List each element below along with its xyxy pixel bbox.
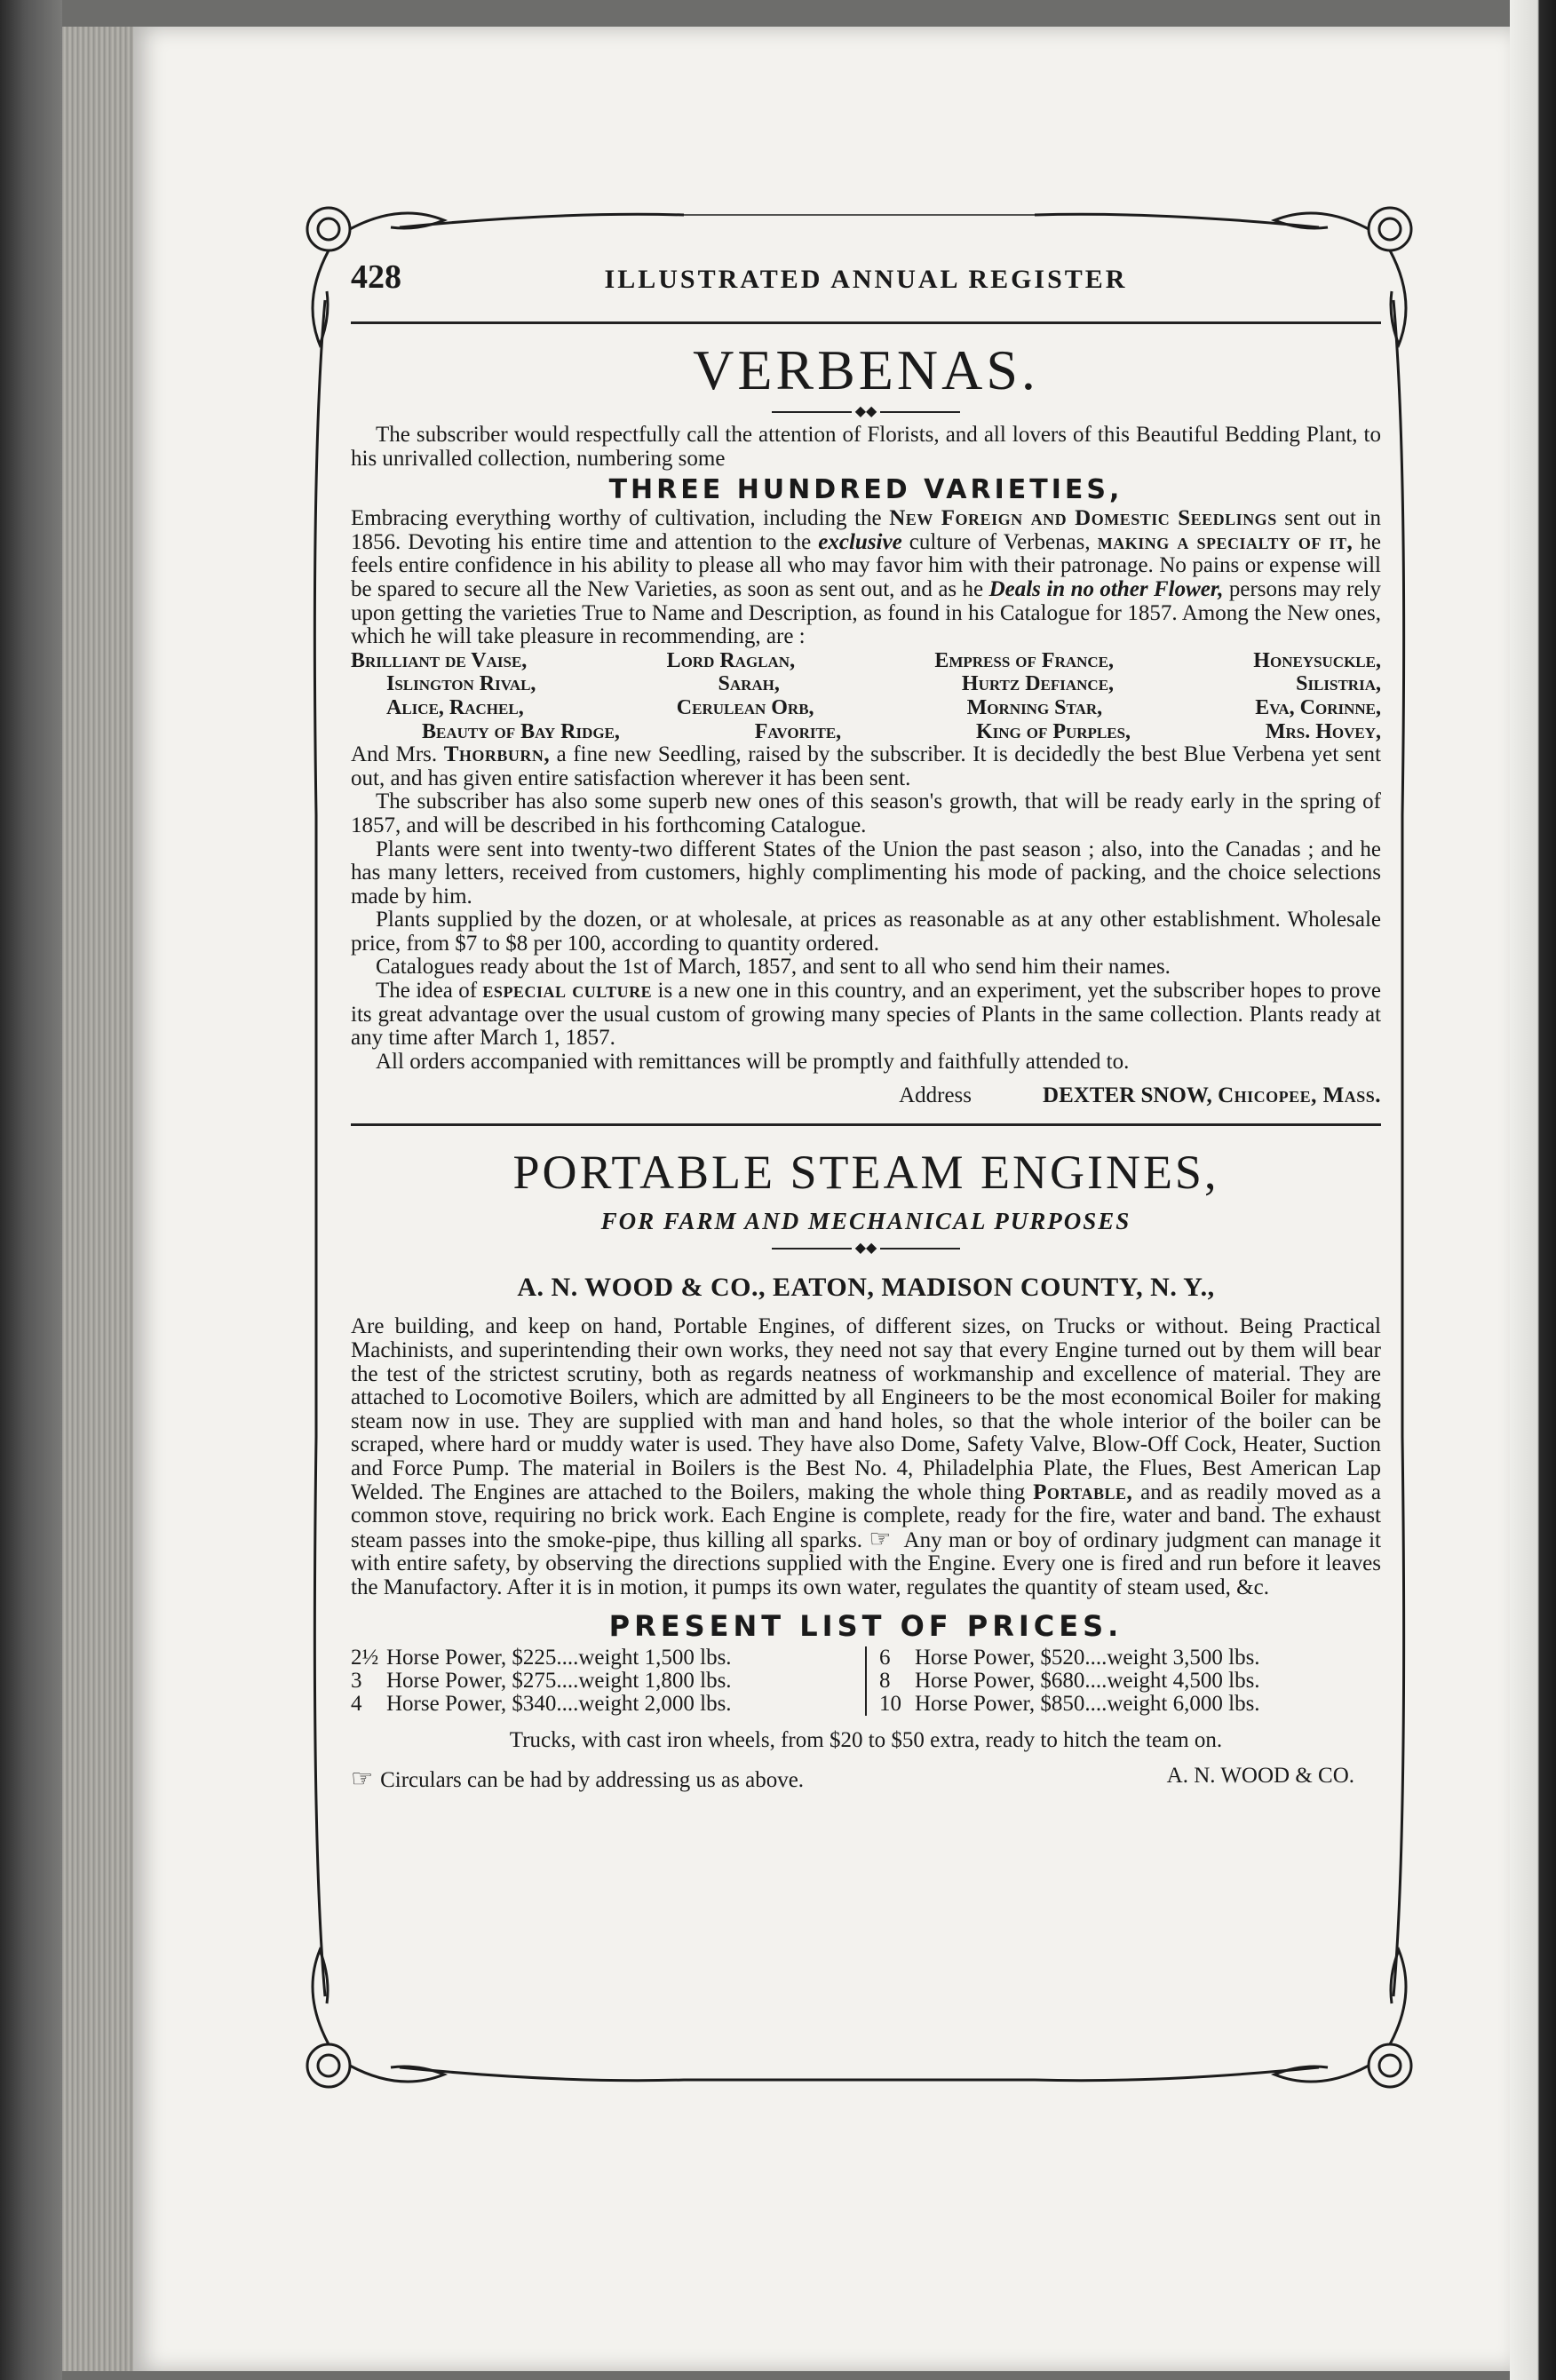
page-content [351,258,1381,1794]
verbenas-paragraph-8: All orders accompanied with remittances will be promptly and faithfully attended to. [376,1049,1130,1074]
address-label: Address [899,1083,972,1108]
varieties-row: Beauty of Bay Ridge, Favorite, King of Purples, Mrs. Hovey, [422,719,1381,743]
running-head [351,258,1381,300]
price-row: 6 Horse Power, $520....weight 3,500 lbs. [879,1645,1260,1670]
circulars-note: Circulars can be had by addressing us as above. [380,1767,805,1792]
address-place: Chicopee, Mass. [1218,1083,1381,1108]
trucks-note: Trucks, with cast iron wheels, from $20 to $50 extra, ready to hitch the team on. [509,1727,1223,1752]
verbenas-subhead: THREE HUNDRED VARIETIES, [608,474,1123,506]
verbenas-paragraph-2: And Mrs. Thorburn, a fine new Seedling, raised by the subscriber. It is decidedly the best Blue Verbena yet sent out, and has given entire satisfaction wherever it has been sent. [351,742,1381,790]
price-row: 2½ Horse Power, $225....weight 1,500 lbs. [351,1645,732,1670]
verbenas-title: VERBENAS. [693,338,1039,401]
book-spine [0,0,62,2380]
varieties-row: Brilliant de Vaise, Lord Raglan, Empress of France, Honeysuckle, [351,648,1381,672]
engines-body: Are building, and keep on hand, Portable Engines, of different sizes, on Trucks or without. Being Practical Machinists, and superintending their own works, they need not say that every Engine turned out by them will bear the test of the strictest scrutiny, both as regards neatness of workmanship and excellence of material. They are attached to Locomotive Boilers, which are admitted by all Engineers to be the most economical Boiler for making steam now in use. They are supplied with man and hand holes, so that the whole interior of the boiler can be scraped, where hard or muddy water is used. They have also Dome, Safety Valve, Blow-Off Cock, Heater, Suction and Force Pump. The material in Boilers is the Best No. 4, Philadelphia Plate, the Flues, Best American Lap Welded. The Engines are attached to the Boilers, making the whole thing Portable, and as readily moved as a common stove, requiring no brick work. Each Engine is complete, ready for the fire, water and band. The exhaust steam passes into the smoke-pipe, thus killing all sparks. ☞ Any man or boy of ordinary judgment can manage it with entire safety, by observing the directions supplied with the Engine. Every one is fired and run before it leaves the Manufactory. After it is in motion, it pumps its own water, regulates the quantity of steam used, &c. [351,1314,1381,1599]
facing-page-edge [1510,0,1556,2380]
page-number: 428 [351,258,401,296]
verbenas-paragraph-4: Plants were sent into twenty-two different States of the Union the past season ; also, into the Canadas ; and he has many letters, received from customers, highly complimenting his mode of packing, and the choice selections made by him. [351,837,1381,908]
address-name: DEXTER SNOW, [1043,1083,1212,1108]
subtitle-ornament: ◆◆ [351,1241,1381,1257]
prices-heading: PRESENT LIST OF PRICES. [608,1608,1123,1643]
verbenas-paragraph-7: The idea of especial culture is a new one in this country, and an experiment, yet the subscriber hopes to prove its great advantage over the usual custom of growing many species of Plants in the same collection. Plants ready at any time after March 1, 1857. [351,979,1381,1051]
price-row: 4 Horse Power, $340....weight 2,000 lbs. [351,1691,732,1716]
verbenas-paragraph-5: Plants supplied by the dozen, or at wholesale, at prices as reasonable as at any other establishment. Wholesale price, from $7 to $8 per 100, according to quantity ordered. [351,908,1381,956]
varieties-row: Islington Rival, Sarah, Hurtz Defiance, Silistria, [386,672,1381,696]
price-column-right [879,1646,1381,1716]
title-ornament: ◆◆ [351,404,1381,420]
verbenas-paragraph-3: The subscriber has also some superb new ones of this season's growth, that will be ready early in the spring of 1857, and will be described in his forthcoming Catalogue. [351,789,1381,837]
varieties-row: Alice, Rachel, Cerulean Orb, Morning Star, Eva, Corinne, [386,695,1381,719]
engines-title: PORTABLE STEAM ENGINES, [512,1146,1219,1200]
price-row: 3 Horse Power, $275....weight 1,800 lbs. [351,1668,732,1693]
running-head-title: ILLUSTRATED ANNUAL REGISTER [604,265,1128,294]
engines-subtitle: FOR FARM AND MECHANICAL PURPOSES [600,1208,1131,1235]
verbenas-advertisement [351,337,1381,1109]
verbenas-intro: The subscriber would respectfully call the attention of Florists, and all lovers of this Beautiful Bedding Plant, to his unrivalled collection, numbering some [351,423,1381,471]
verbenas-paragraph-6: Catalogues ready about the 1st of March, 1857, and sent to all who send him their names. [376,955,1171,980]
circulars-row [351,1764,1381,1794]
price-row: 8 Horse Power, $680....weight 4,500 lbs. [879,1668,1260,1693]
price-column-left [351,1646,867,1716]
varieties-list [351,649,1381,743]
pointing-hand-icon: ☞ [351,1765,374,1793]
price-table [351,1646,1381,1716]
signature: A. N. WOOD & CO. [1166,1763,1354,1788]
verbenas-paragraph-1: Embracing everything worthy of cultivation, including the New Foreign and Domestic Seedlings sent out in 1856. Devoting his entire time and attention to the exclusive culture of Verbenas, making a specialty of it, he feels entire confidence in his ability to please all who may favor him with their patronage. No pains or expense will be spared to secure all the New Varieties, as soon as sent out, and as he Deals in no other Flower, persons may rely upon getting the varieties True to Name and Description, as found in his Catalogue for 1857. Among the New ones, which he will take pleasure in recommending, are : [351,506,1381,649]
header-rule [351,321,1381,324]
verbenas-address [351,1083,1381,1109]
engines-company: A. N. WOOD & CO., EATON, MADISON COUNTY, N. Y., [517,1273,1215,1303]
price-row: 10 Horse Power, $850....weight 6,000 lbs. [879,1691,1260,1716]
section-divider [351,1123,1381,1126]
pointing-hand-icon: ☞ [869,1525,892,1553]
steam-engines-advertisement [351,1146,1381,1793]
